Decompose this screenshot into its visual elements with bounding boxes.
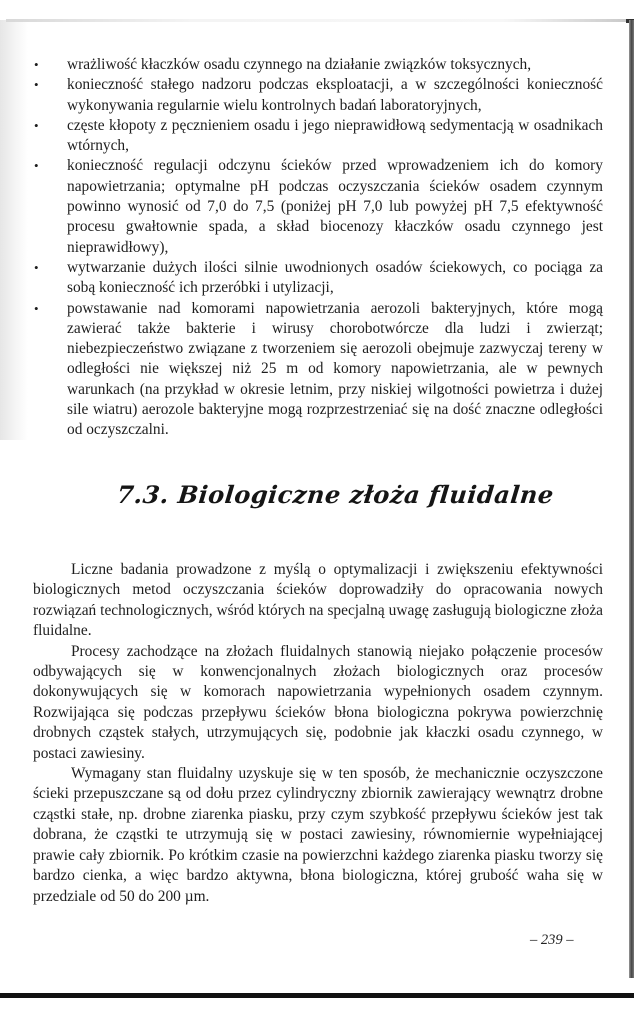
paragraph: Liczne badania prowadzone z myślą o optymalizacji i zwiększeniu efektywności biologicznych metod oczyszczania ścieków doprowadziły do opracowania nowych rozwiązań technologicznych, wśród których na specjalną uwagę zasługują biologiczne złoża fluidalne. [33,561,603,640]
list-item: • wrażliwość kłaczków osadu czynnego na działanie związków toksycznych, [33,55,603,75]
scan-bottom-border [0,993,634,998]
page-top-edge [6,19,628,22]
book-spine-edge [629,20,634,978]
section-heading: 7.3. Biologiczne złoża fluidalne [115,480,556,509]
disadvantages-list [33,55,603,441]
list-item: • powstawanie nad komorami napowietrzania aerozoli bakteryjnych, które mogą zawierać także bakterie i wirusy chorobotwórcze dla ludzi i zwierząt; niebezpieczeństwo związane z tworzeniem się aerozoli obejmuje zazwyczaj tereny w odległości nie większej niż 25 m od komory napowietrzania, ale w pewnych warunkach (na przykład w okresie letnim, przy niskiej wilgotności powietrza i dużej sile wiatru) aerozole bakteryjne mogą rozprzestrzeniać się na dość znaczne odległości od oczyszczalni. [33,299,603,441]
section-body [33,560,603,907]
paragraph: Wymagany stan fluidalny uzyskuje się w ten sposób, że mechanicznie oczyszczone ścieki przepuszczane są od dołu przez cylindryczny zbiornik zawierający wewnątrz drobne cząstki stałe, np. drobne ziarenka piasku, przy czym szybkość przepływu ścieków jest tak dobrana, że cząstki te utrzymują się w postaci zawiesiny, równomiernie wypełniającej prawie cały zbiornik. Po krótkim czasie na powierzchni każdego ziarenka piasku tworzy się bardzo cienka, a więc bardzo aktywna, błona biologiczna, której grubość waha się w przedziale od 50 do 200 µm. [33,765,603,905]
list-item: • konieczność regulacji odczynu ścieków przed wprowadzeniem ich do komory napowietrzania; optymalne pH podczas oczyszczania ścieków osadem czynnym powinno wynosić od 7,0 do 7,5 (poniżej pH 7,0 lub powyżej pH 7,5 efektywność procesu gwałtownie spada, a skład biocenozy kłaczków osadu czynnego jest nieprawidłowy), [33,156,603,257]
page-number: – 239 – [530,932,574,948]
list-item: • częste kłopoty z pęcznieniem osadu i jego nieprawidłową sedymentacją w osadnikach wtórnych, [33,116,603,157]
list-item: • konieczność stałego nadzoru podczas eksploatacji, a w szczególności konieczność wykonywania regularnie wielu kontrolnych badań laboratoryjnych, [33,75,603,116]
bullet-list-section [33,55,603,441]
paragraph: Procesy zachodzące na złożach fluidalnych stanowią niejako połączenie procesów odbywających się w konwencjonalnych złożach biologicznych oraz procesów dokonywujących się w komorach napowietrzania wypełnionych osadem czynnym. Rozwijająca się podczas przepływu ścieków błona biologiczna pokrywa powierzchnię drobnych cząstek stałych, utrzymujących się, podobnie jak kłaczki osadu czynnego, w postaci zawiesiny. [33,642,603,762]
page-left-shadow [0,20,28,440]
list-item: • wytwarzanie dużych ilości silnie uwodnionych osadów ściekowych, co pociąga za sobą konieczność ich przeróbki i utylizacji, [33,258,603,299]
